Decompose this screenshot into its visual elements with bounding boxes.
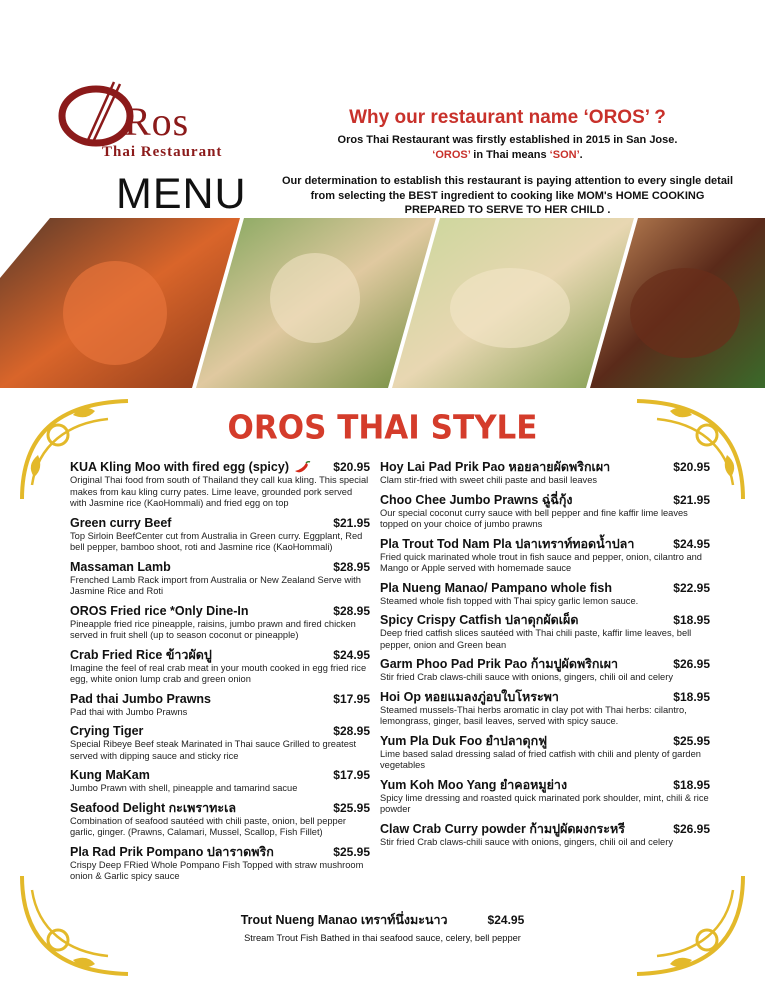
item-name: KUA Kling Moo with fired egg (spicy) <box>70 460 311 475</box>
item-description: Steamed whole fish topped with Thai spicy garlic lemon sauce. <box>380 595 639 606</box>
section-title: OROS THAI STYLE <box>227 409 538 447</box>
menu-item <box>70 604 370 642</box>
item-description: Crispy Deep FRied Whole Pompano Fish Topped with straw mushroom onion & Garlic spicy sauce <box>70 859 364 881</box>
item-name: Yum Koh Moo Yang ยำคอหมูย่าง <box>380 777 568 792</box>
item-description: Jumbo Prawn with shell, pineapple and tamarind sacue <box>70 783 298 793</box>
item-description: Spicy lime dressing and roasted quick marinated pork shoulder, mint, chili & rice powder <box>380 792 709 814</box>
menu-item <box>70 845 370 883</box>
item-name: Massaman Lamb <box>70 559 171 574</box>
story-line-2-mid: in Thai means <box>470 148 550 161</box>
item-description: Original Thai food from south of Thailand they call kua kling. This special makes from kau kling curry pates. Lime leave, grounded pork served with Jasmine rice (KaoHommali) and fried egg on top <box>70 475 369 508</box>
item-name: Pla Nueng Manao/ Pampano whole fish <box>380 580 612 595</box>
menu-item <box>70 516 370 554</box>
item-name: Crying Tiger <box>70 724 144 738</box>
item-description: Imagine the feel of real crab meat in your mouth cooked in egg fried rice egg, white onion lump crab and green onion <box>70 662 367 684</box>
item-price: $28.95 <box>333 603 370 618</box>
menu-item <box>380 690 710 728</box>
item-description: Special Ribeye Beef steak Marinated in Thai sauce Grilled to greatest served with dipping sauce and sticky rice <box>70 739 357 761</box>
menu-item <box>380 613 710 651</box>
item-price: $21.95 <box>333 515 370 530</box>
item-description: Clam stir-fried with sweet chili paste and basil leaves <box>380 475 598 485</box>
item-price: $25.95 <box>333 844 370 859</box>
item-name: OROS Fried rice *Only Dine-In <box>70 603 249 618</box>
item-price: $17.95 <box>333 691 370 706</box>
menu-heading: MENU <box>116 170 247 218</box>
menu-item-featured <box>0 910 765 943</box>
menu-column-right <box>380 460 710 854</box>
item-price: $21.95 <box>673 492 710 507</box>
logo-wordmark: Ros <box>124 99 190 144</box>
item-description: Deep fried catfish slices sautéed with Thai chili paste, kaffir lime leaves, bell pepper, onion and Green bean <box>380 628 692 650</box>
item-price: $20.95 <box>673 460 710 474</box>
oros-term: ‘OROS’ <box>432 148 471 161</box>
item-description: Stream Trout Fish Bathed in thai seafood sauce, celery, bell pepper <box>244 933 521 943</box>
chili-icon <box>293 461 311 475</box>
item-description: Frenched Lamb Rack import from Australia or New Zealand Serve with Jasmine Rice and Roti <box>70 574 361 596</box>
story-line-4: from selecting the BEST ingredient to cooking like MOM's HOME COOKING <box>310 189 705 202</box>
restaurant-logo <box>58 78 248 168</box>
item-price: $17.95 <box>333 768 370 782</box>
item-name: Seafood Delight กะเพราทะเล <box>70 800 237 815</box>
item-price: $24.95 <box>333 647 370 662</box>
story-title: Why our restaurant name ‘OROS’ ? <box>349 107 666 128</box>
item-price: $18.95 <box>673 689 710 704</box>
menu-item <box>380 493 710 531</box>
item-name: Kung MaKam <box>70 768 150 782</box>
menu-item <box>70 724 370 762</box>
menu-item <box>380 822 710 849</box>
item-price: $25.95 <box>673 733 710 748</box>
story-line-5: PREPARED TO SERVE TO HER CHILD . <box>404 204 611 216</box>
item-price: $20.95 <box>333 460 370 474</box>
item-name: Trout Nueng Manao เทราท์นึ่งมะนาว <box>240 913 448 927</box>
item-price: $24.95 <box>487 913 525 927</box>
menu-item <box>380 778 710 816</box>
story-line-2-end: . <box>579 148 583 161</box>
item-price: $22.95 <box>673 580 710 595</box>
menu-item <box>70 801 370 839</box>
story-line-1: Oros Thai Restaurant was firstly established in 2015 in San Jose. <box>337 134 678 146</box>
item-description: Stir fried Crab claws-chili sauce with onions, gingers, chili oil and celery <box>380 672 673 682</box>
item-name: Pla Trout Tod Nam Pla ปลาเทราท์ทอดน้ำปลา <box>380 536 635 551</box>
item-name: Pla Rad Prik Pompano ปลาราดพริก <box>70 844 274 859</box>
item-name: Choo Chee Jumbo Prawns ฉู่ฉี่กุ้ง <box>380 492 573 507</box>
item-price: $26.95 <box>673 821 710 836</box>
item-description: Our special coconut curry sauce with bell pepper and fine kaffir lime leaves topped on your choice of jumbo prawns <box>380 507 688 529</box>
menu-item <box>70 648 370 686</box>
item-name: Claw Crab Curry powder ก้ามปูผัดผงกระหรี <box>380 821 625 836</box>
menu-column-left <box>70 460 370 889</box>
item-description: Stir fried Crab claws-chili sauce with onions, gingers, chili oil and celery <box>380 836 673 847</box>
item-price: $18.95 <box>673 613 710 627</box>
item-description: Combination of seafood sautéed with chili paste, onion, bell pepper garlic, ginger. (Prawns, Calamari, Mussel, Scallop, Fish Fillet) <box>70 815 346 837</box>
item-name: Hoi Op หอยแมลงภู่อบใบโหระพา <box>380 689 559 704</box>
story-line-3: Our determination to establish this restaurant is paying attention to every single detail <box>281 175 734 187</box>
menu-item <box>380 657 710 684</box>
item-name: Crab Fried Rice ข้าวผัดปู <box>70 647 212 662</box>
item-price: $28.95 <box>333 559 370 574</box>
menu-item <box>380 581 710 608</box>
item-description: Pad thai with Jumbo Prawns <box>70 706 188 717</box>
item-price: $25.95 <box>333 800 370 815</box>
story-line-2 <box>270 148 745 163</box>
item-name: Yum Pla Duk Foo ยำปลาดุกฟู <box>380 733 548 748</box>
item-description: Fried quick marinated whole trout in fish sauce and pepper, onion, cilantro and Mango or Apple served with homemade sauce <box>380 551 702 573</box>
son-term: ‘SON’ <box>549 148 580 161</box>
item-price: $28.95 <box>333 724 370 738</box>
food-photo-strip <box>0 218 765 388</box>
menu-item <box>70 768 370 795</box>
menu-item <box>380 537 710 575</box>
menu-item <box>380 734 710 772</box>
item-name: Spicy Crispy Catfish ปลาดุกผัดเผ็ด <box>380 613 579 627</box>
item-name: Pad thai Jumbo Prawns <box>70 691 212 706</box>
item-price: $18.95 <box>673 777 710 792</box>
item-name: Garm Phoo Pad Prik Pao ก้ามปูผัดพริกเผา <box>380 657 619 671</box>
restaurant-story <box>270 107 745 218</box>
menu-item <box>70 692 370 719</box>
logo-subtitle: Thai Restaurant <box>102 144 223 160</box>
item-name: Green curry Beef <box>70 515 172 530</box>
item-description: Lime based salad dressing salad of fried catfish with chili and plenty of garden vegetables <box>380 748 701 770</box>
item-description: Pineapple fried rice pineapple, raisins, jumbo prawn and fired chicken served in fruit shell (up to season coconut or pineapple) <box>70 618 356 640</box>
menu-item <box>380 460 710 487</box>
item-description: Steamed mussels-Thai herbs aromatic in clay pot with Thai herbs: cilantro, lemongrass, ginger, basil leaves, served with spicy sauce. <box>380 704 687 726</box>
menu-item <box>70 460 370 510</box>
item-description: Top Sirloin BeefCenter cut from Australia in Green curry. Eggplant, Red bell pepper, bamboo shoot, roti and Jasmine rice (KaoHommali) <box>70 530 363 552</box>
menu-item <box>70 560 370 598</box>
item-price: $24.95 <box>673 536 710 551</box>
item-price: $26.95 <box>673 657 710 671</box>
item-name: Hoy Lai Pad Prik Pao หอยลายผัดพริกเผา <box>380 460 611 474</box>
